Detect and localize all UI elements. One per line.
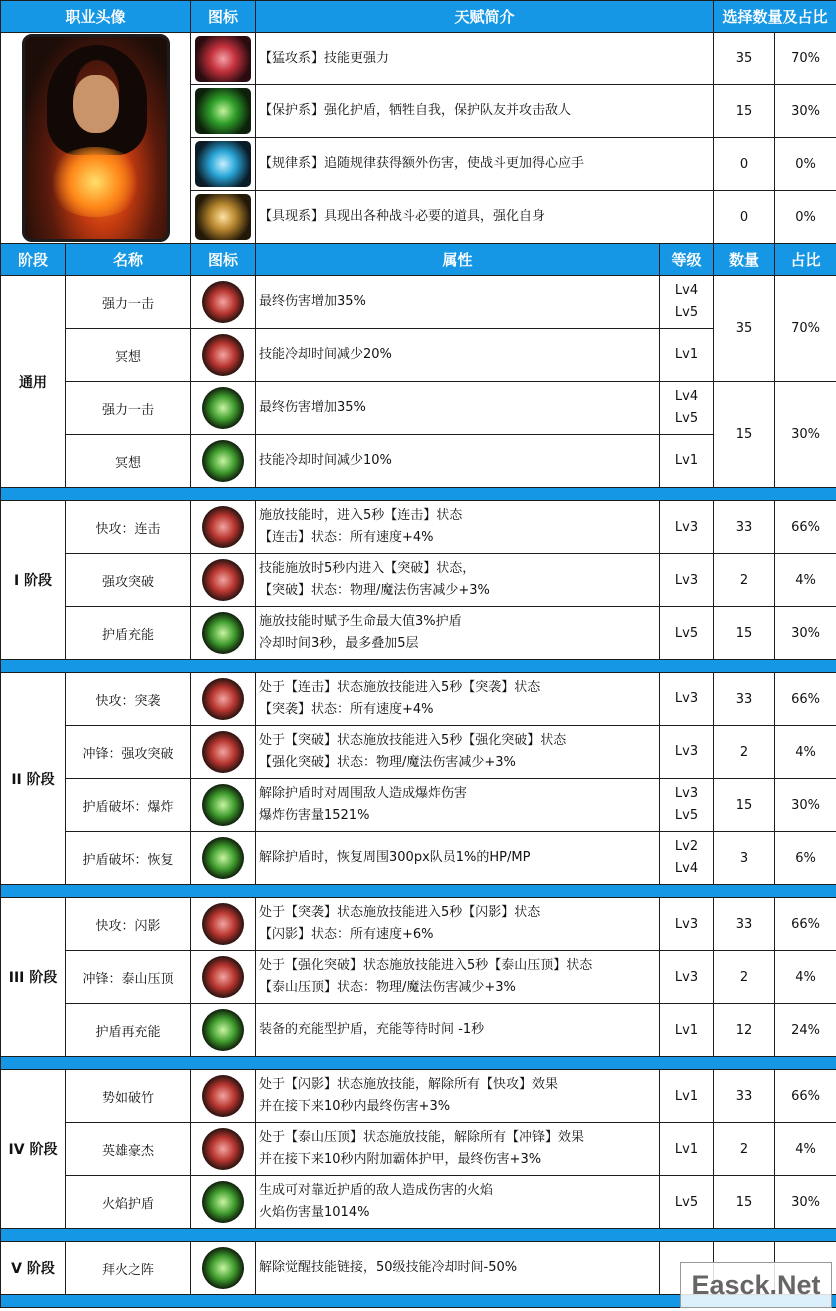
skill-count: 35 — [714, 276, 775, 382]
skill-attr: 技能施放时5秒内进入【突破】状态， 【突破】状态：物理/魔法伤害减少+3% — [256, 554, 660, 607]
attr-header: 属性 — [256, 244, 660, 276]
skill-icon-cell — [191, 1004, 256, 1057]
skill-pct: 4% — [775, 554, 836, 607]
skill-name: 势如破竹 — [66, 1070, 191, 1123]
skill-attr: 技能冷却时间减少20% — [256, 329, 660, 382]
red-meditate-icon — [202, 334, 244, 376]
skill-name: 强攻突破 — [66, 554, 191, 607]
red-raid-icon — [202, 678, 244, 720]
talent-icon-cell — [191, 138, 256, 191]
skill-pct: 4% — [775, 726, 836, 779]
skill-level: Lv3 Lv5 — [660, 779, 714, 832]
talent-desc: 【规律系】追随规律获得额外伤害，使战斗更加得心应手 — [256, 138, 714, 191]
skill-attr: 处于【泰山压顶】状态施放技能，解除所有【冲锋】效果 并在接下来10秒内附加霸体护甲，最终伤害+3% — [256, 1123, 660, 1176]
skill-attr: 施放技能时赋予生命最大值3%护盾 冷却时间3秒，最多叠加5层 — [256, 607, 660, 660]
skill-level: Lv3 — [660, 726, 714, 779]
skill-row — [1, 832, 836, 885]
skill-attr: 技能冷却时间减少10% — [256, 435, 660, 488]
skill-count: 15 — [714, 382, 775, 488]
skill-count: 15 — [714, 607, 775, 660]
skill-name: 护盾破坏：恢复 — [66, 832, 191, 885]
red-combo-icon — [202, 506, 244, 548]
skill-level: Lv3 — [660, 898, 714, 951]
green-meditate-icon — [202, 440, 244, 482]
green-shield-charge-icon — [202, 612, 244, 654]
talent-count: 0 — [714, 138, 775, 191]
skill-level: Lv3 — [660, 554, 714, 607]
green-sigil-icon — [195, 88, 251, 134]
skill-row — [1, 779, 836, 832]
talent-desc: 【保护系】强化护盾，牺牲自我，保护队友并攻击敌人 — [256, 85, 714, 138]
skill-icon-cell — [191, 726, 256, 779]
skill-row — [1, 435, 836, 488]
skill-name: 冲锋：强攻突破 — [66, 726, 191, 779]
talent-desc: 【猛攻系】技能更强力 — [256, 33, 714, 85]
skill-icon-cell — [191, 951, 256, 1004]
red-charge-icon — [202, 731, 244, 773]
skill-pct: 30% — [775, 607, 836, 660]
skill-pct: 24% — [775, 1004, 836, 1057]
skill-icon-cell — [191, 435, 256, 488]
talent-icon-cell — [191, 85, 256, 138]
green-flame-shield-icon — [202, 1181, 244, 1223]
skill-count: 33 — [714, 898, 775, 951]
skill-row — [1, 501, 836, 554]
skill-level: Lv3 — [660, 951, 714, 1004]
skill-row — [1, 607, 836, 660]
talent-icon-cell — [191, 33, 256, 85]
select-header: 选择数量及占比 — [714, 1, 836, 33]
green-recharge-icon — [202, 1009, 244, 1051]
skill-level: Lv1 — [660, 1004, 714, 1057]
skill-level: Lv4 Lv5 — [660, 276, 714, 329]
skill-icon-cell — [191, 276, 256, 329]
skill-row — [1, 1123, 836, 1176]
skill-name: 快攻：连击 — [66, 501, 191, 554]
skill-pct: 66% — [775, 501, 836, 554]
stage-label: III 阶段 — [1, 898, 66, 1057]
skill-count: 15 — [714, 1176, 775, 1229]
skill-attr: 处于【突破】状态施放技能进入5秒【强化突破】状态 【强化突破】状态：物理/魔法伤害减少+3% — [256, 726, 660, 779]
skill-icon-cell — [191, 329, 256, 382]
skill-level: Lv3 — [660, 501, 714, 554]
skill-attr: 解除护盾时对周围敌人造成爆炸伤害 爆炸伤害量1521% — [256, 779, 660, 832]
skill-name: 护盾充能 — [66, 607, 191, 660]
skill-level: Lv5 — [660, 607, 714, 660]
skill-icon-cell — [191, 1176, 256, 1229]
red-unstoppable-icon — [202, 1075, 244, 1117]
talent-row — [1, 33, 836, 85]
skill-attr: 处于【突袭】状态施放技能进入5秒【闪影】状态 【闪影】状态：所有速度+6% — [256, 898, 660, 951]
red-mountain-icon — [202, 956, 244, 998]
desc-header: 天赋简介 — [256, 1, 714, 33]
skill-attr: 处于【强化突破】状态施放技能进入5秒【泰山压顶】状态 【泰山压顶】状态：物理/魔法伤害减少+3% — [256, 951, 660, 1004]
level-header: 等级 — [660, 244, 714, 276]
overview-header-row — [1, 1, 836, 33]
skill-name: 冥想 — [66, 435, 191, 488]
skill-count: 33 — [714, 501, 775, 554]
skill-count: 2 — [714, 951, 775, 1004]
pct-header: 占比 — [775, 244, 836, 276]
talent-pct: 30% — [775, 85, 836, 138]
icon-header: 图标 — [191, 244, 256, 276]
skill-icon-cell — [191, 382, 256, 435]
skill-row — [1, 554, 836, 607]
green-strike-icon — [202, 387, 244, 429]
stage-label: I 阶段 — [1, 501, 66, 660]
portrait-cell — [1, 33, 191, 244]
skill-row — [1, 898, 836, 951]
skill-attr: 解除护盾时，恢复周围300px队员1%的HP/MP — [256, 832, 660, 885]
skill-pct: 30% — [775, 382, 836, 488]
skill-name: 火焰护盾 — [66, 1176, 191, 1229]
red-breakthrough-icon — [202, 559, 244, 601]
skill-count: 33 — [714, 673, 775, 726]
skill-level: Lv5 — [660, 1176, 714, 1229]
section-divider — [1, 1229, 836, 1242]
skill-pct: 70% — [775, 276, 836, 382]
skill-level: Lv4 Lv5 — [660, 382, 714, 435]
green-explosion-icon — [202, 784, 244, 826]
skill-level: Lv1 — [660, 329, 714, 382]
talent-pct: 0% — [775, 138, 836, 191]
skill-count: 2 — [714, 554, 775, 607]
red-strike-icon — [202, 281, 244, 323]
skill-name: 护盾破坏：爆炸 — [66, 779, 191, 832]
skill-pct: 30% — [775, 1176, 836, 1229]
skill-level: Lv3 — [660, 673, 714, 726]
stage-label: II 阶段 — [1, 673, 66, 885]
skill-icon-cell — [191, 898, 256, 951]
skill-attr: 最终伤害增加35% — [256, 382, 660, 435]
talent-count: 0 — [714, 191, 775, 244]
section-divider — [1, 660, 836, 673]
gold-sigil-icon — [195, 194, 251, 240]
skill-pct: 4% — [775, 951, 836, 1004]
skill-attr: 最终伤害增加35% — [256, 276, 660, 329]
skill-name: 强力一击 — [66, 382, 191, 435]
section-divider — [1, 885, 836, 898]
blue-sigil-icon — [195, 141, 251, 187]
skill-pct: 66% — [775, 898, 836, 951]
skill-count: 12 — [714, 1004, 775, 1057]
skill-attr: 装备的充能型护盾，充能等待时间 -1秒 — [256, 1004, 660, 1057]
talent-icon-cell — [191, 191, 256, 244]
red-sigil-icon — [195, 36, 251, 82]
skill-row — [1, 1004, 836, 1057]
stage-label: 通用 — [1, 276, 66, 488]
count-header: 数量 — [714, 244, 775, 276]
skill-pct: 66% — [775, 1070, 836, 1123]
skill-attr: 施放技能时，进入5秒【连击】状态 【连击】状态：所有速度+4% — [256, 501, 660, 554]
skill-name: 强力一击 — [66, 276, 191, 329]
talent-count: 35 — [714, 33, 775, 85]
skill-name: 冲锋：泰山压顶 — [66, 951, 191, 1004]
skill-row — [1, 276, 836, 329]
stage-label: V 阶段 — [1, 1242, 66, 1295]
skill-icon-cell — [191, 832, 256, 885]
name-header: 名称 — [66, 244, 191, 276]
skill-pct: 6% — [775, 832, 836, 885]
skill-row — [1, 329, 836, 382]
skill-count: 3 — [714, 832, 775, 885]
skill-icon-cell — [191, 779, 256, 832]
skill-icon-cell — [191, 673, 256, 726]
skill-name: 英雄豪杰 — [66, 1123, 191, 1176]
skill-row — [1, 1070, 836, 1123]
stage-header: 阶段 — [1, 244, 66, 276]
skill-count: 15 — [714, 779, 775, 832]
talent-count: 15 — [714, 85, 775, 138]
skill-count: 2 — [714, 726, 775, 779]
skill-row — [1, 726, 836, 779]
green-recover-icon — [202, 837, 244, 879]
skill-level: Lv1 — [660, 1123, 714, 1176]
skill-attr: 解除觉醒技能链接，50级技能冷却时间-50% — [256, 1242, 660, 1295]
skill-attr: 生成可对靠近护盾的敌人造成伤害的火焰 火焰伤害量1014% — [256, 1176, 660, 1229]
red-shadow-icon — [202, 903, 244, 945]
skill-count: 2 — [714, 1123, 775, 1176]
talent-desc: 【具现系】具现出各种战斗必要的道具，强化自身 — [256, 191, 714, 244]
stage-label: IV 阶段 — [1, 1070, 66, 1229]
talent-pct: 0% — [775, 191, 836, 244]
skill-name: 冥想 — [66, 329, 191, 382]
skill-pct: 30% — [775, 779, 836, 832]
skill-attr: 处于【连击】状态施放技能进入5秒【突袭】状态 【突袭】状态：所有速度+4% — [256, 673, 660, 726]
portrait-header: 职业头像 — [1, 1, 191, 33]
skill-name: 快攻：闪影 — [66, 898, 191, 951]
skill-header-row — [1, 244, 836, 276]
skill-level: Lv2 Lv4 — [660, 832, 714, 885]
class-portrait-image — [22, 34, 170, 242]
skill-count: 33 — [714, 1070, 775, 1123]
green-fire-array-icon — [202, 1247, 244, 1289]
skill-pct: 4% — [775, 1123, 836, 1176]
skill-row — [1, 1176, 836, 1229]
skill-level: Lv1 — [660, 435, 714, 488]
skill-attr: 处于【闪影】状态施放技能，解除所有【快攻】效果 并在接下来10秒内最终伤害+3% — [256, 1070, 660, 1123]
skill-icon-cell — [191, 607, 256, 660]
talent-pct: 70% — [775, 33, 836, 85]
red-hero-icon — [202, 1128, 244, 1170]
skill-name: 快攻：突袭 — [66, 673, 191, 726]
site-watermark: Easck.Net — [680, 1262, 832, 1308]
skill-icon-cell — [191, 1070, 256, 1123]
skill-row — [1, 673, 836, 726]
skill-icon-cell — [191, 1242, 256, 1295]
skill-level: Lv1 — [660, 1070, 714, 1123]
section-divider — [1, 1057, 836, 1070]
skill-icon-cell — [191, 554, 256, 607]
skill-row — [1, 382, 836, 435]
section-divider — [1, 488, 836, 501]
skill-name: 护盾再充能 — [66, 1004, 191, 1057]
skill-pct: 66% — [775, 673, 836, 726]
skill-name: 拜火之阵 — [66, 1242, 191, 1295]
skill-icon-cell — [191, 1123, 256, 1176]
skill-icon-cell — [191, 501, 256, 554]
skill-row — [1, 951, 836, 1004]
icon-header: 图标 — [191, 1, 256, 33]
